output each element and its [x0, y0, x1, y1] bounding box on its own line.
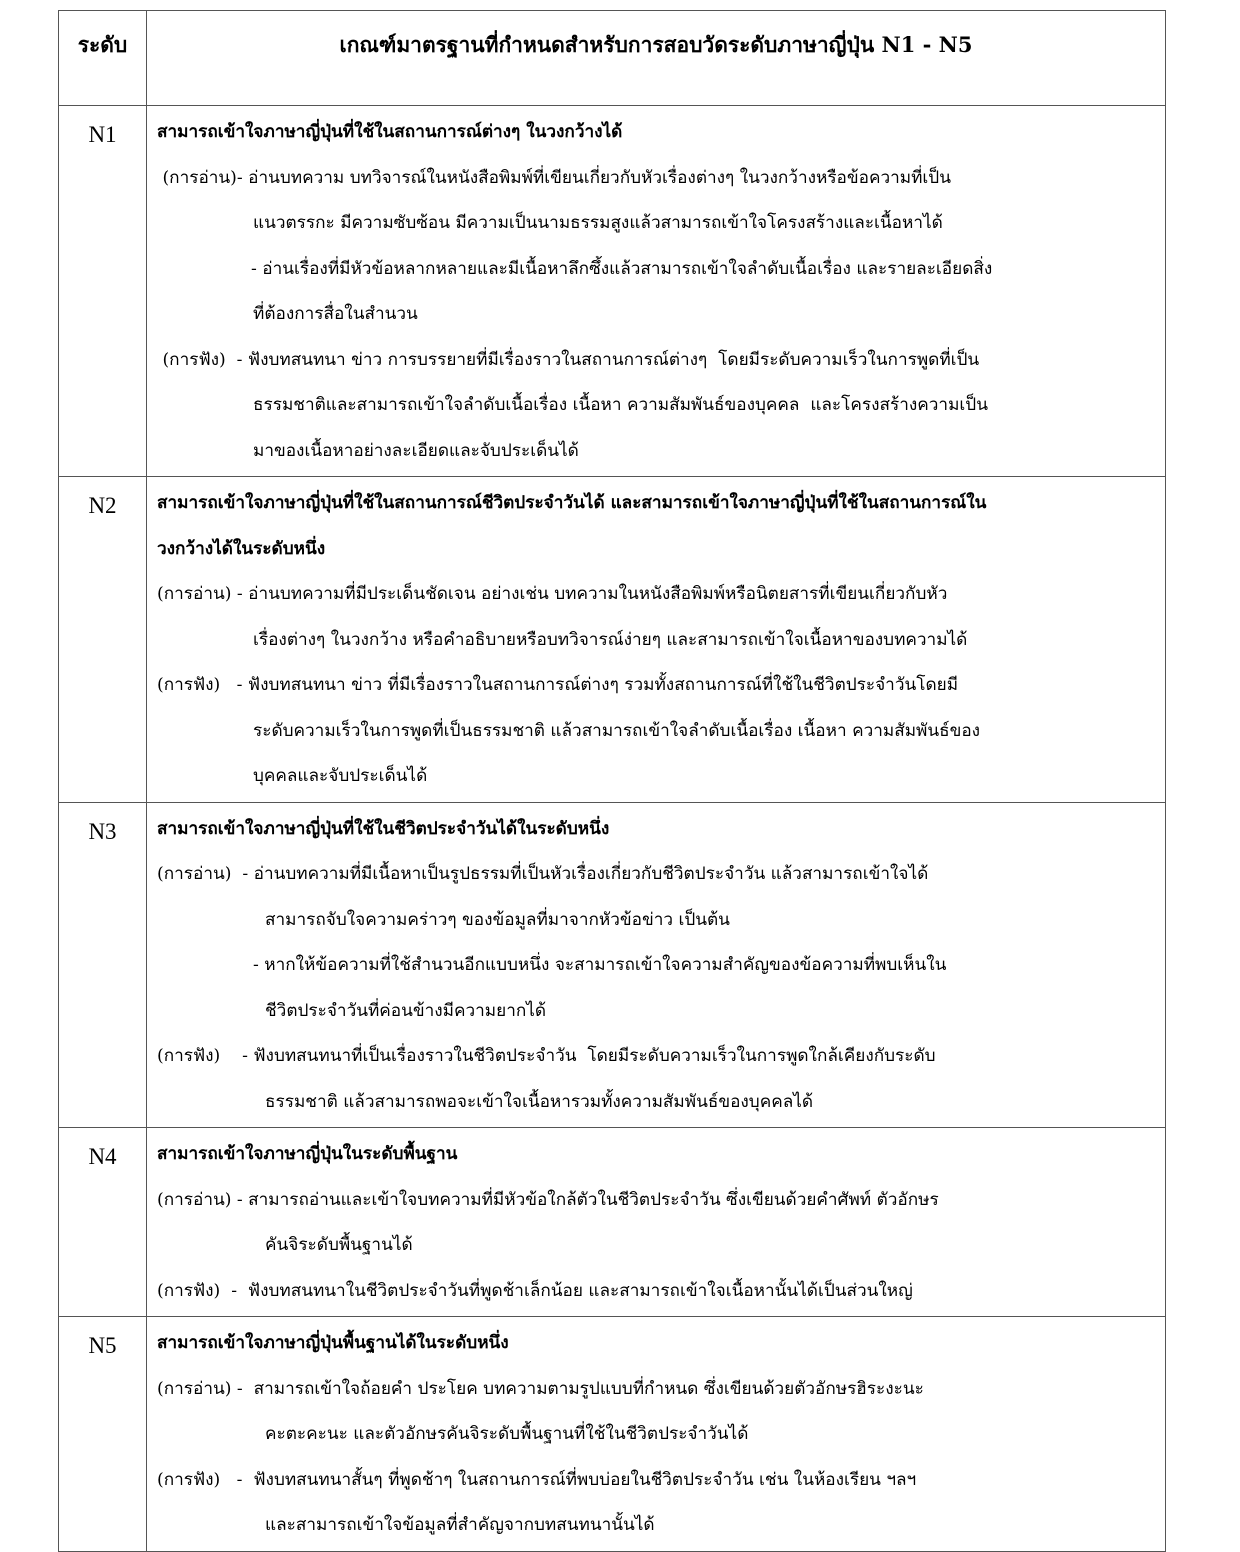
- level-summary: วงกว้างได้ในระดับหนึ่ง: [157, 538, 326, 559]
- level-label: N4: [59, 1128, 147, 1317]
- level-summary: สามารถเข้าใจภาษาญี่ปุ่นพื้นฐานได้ในระดับหนึ่ง: [157, 1333, 509, 1353]
- jlpt-criteria-table: [58, 10, 1166, 1552]
- header-row: [59, 11, 1166, 106]
- level-row-n5: [59, 1317, 1166, 1552]
- level-row-n1: [59, 106, 1166, 477]
- level-label: N5: [59, 1317, 147, 1552]
- criteria-line-continuation: เรื่องต่างๆ ในวงกว้าง หรือคำอธิบายหรือบทวิจารณ์ง่ายๆ และสามารถเข้าใจเนื้อหาของบทความได้: [253, 629, 968, 650]
- table-body: [59, 106, 1166, 1552]
- criteria-line-continuation: - หากให้ข้อความที่ใช้สำนวนอีกแบบหนึ่ง จะสามารถเข้าใจความสำคัญของข้อความที่พบเห็นใน: [253, 955, 947, 975]
- criteria-cell: [147, 477, 1166, 803]
- criteria-line-continuation: คะตะคะนะ และตัวอักษรคันจิระดับพื้นฐานที่ใช้ในชีวิตประจำวันได้: [265, 1424, 749, 1444]
- criteria-line-continuation: แนวตรรกะ มีความซับซ้อน มีความเป็นนามธรรมสูงแล้วสามารถเข้าใจโครงสร้างและเนื้อหาได้: [253, 213, 943, 233]
- criteria-line-continuation: - อ่านเรื่องที่มีหัวข้อหลากหลายและมีเนื้อหาลึกซึ้งแล้วสามารถเข้าใจลำดับเนื้อเรื่อง และรายละเอียดสิ่ง: [251, 258, 993, 279]
- level-row-n2: [59, 477, 1166, 803]
- criteria-line-skill: (การอ่าน) - อ่านบทความที่มีประเด็นชัดเจน อย่างเช่น บทความในหนังสือพิมพ์หรือนิตยสารที่เขียนเกี่ยวกับหัว: [157, 584, 948, 604]
- criteria-line-continuation: และสามารถเข้าใจข้อมูลที่สำคัญจากบทสนทนานั้นได้: [265, 1515, 655, 1535]
- header-criteria: เกณฑ์มาตรฐานที่กำหนดสำหรับการสอบวัดระดับภาษาญี่ปุ่น N1 - N5: [147, 11, 1166, 106]
- criteria-line-skill: (การฟัง) - ฟังบทสนทนาในชีวิตประจำวันที่พูดช้าเล็กน้อย และสามารถเข้าใจเนื้อหานั้นได้เป็นส่วนใหญ่: [157, 1280, 913, 1301]
- criteria-line-skill: (การฟัง) - ฟังบทสนทนา ข่าว ที่มีเรื่องราวในสถานการณ์ต่างๆ รวมทั้งสถานการณ์ที่ใช้ในชีวิตประจำวันโดยมี: [157, 675, 959, 695]
- level-label: N3: [59, 802, 147, 1128]
- criteria-line-skill: (การฟัง) - ฟังบทสนทนาสั้นๆ ที่พูดช้าๆ ในสถานการณ์ที่พบบ่อยในชีวิตประจำวัน เช่น ในห้องเรียน ฯลฯ: [157, 1469, 917, 1490]
- criteria-line-skill: (การอ่าน) - สามารถอ่านและเข้าใจบทความที่มีหัวข้อใกล้ตัวในชีวิตประจำวัน ซึ่งเขียนด้วยคำศัพท์ ตัวอักษร: [157, 1189, 939, 1210]
- criteria-line-continuation: บุคคลและจับประเด็นได้: [253, 766, 428, 786]
- criteria-line-skill: (การฟัง) - ฟังบทสนทนา ข่าว การบรรยายที่มีเรื่องราวในสถานการณ์ต่างๆ โดยมีระดับความเร็วในการพูดที่เป็น: [157, 349, 980, 370]
- criteria-line-skill: (การฟัง) - ฟังบทสนทนาที่เป็นเรื่องราวในชีวิตประจำวัน โดยมีระดับความเร็วในการพูดใกล้เคียงกับระดับ: [157, 1046, 936, 1066]
- criteria-cell: [147, 1128, 1166, 1317]
- level-summary: สามารถเข้าใจภาษาญี่ปุ่นที่ใช้ในสถานการณ์ต่างๆ ในวงกว้างได้: [157, 122, 623, 142]
- level-label: N2: [59, 477, 147, 803]
- criteria-cell: [147, 106, 1166, 477]
- criteria-line-skill: (การอ่าน) - สามารถเข้าใจถ้อยคำ ประโยค บทความตามรูปแบบที่กำหนด ซึ่งเขียนด้วยตัวอักษรฮิระงะนะ: [157, 1378, 924, 1399]
- criteria-line-continuation: มาของเนื้อหาอย่างละเอียดและจับประเด็นได้: [253, 440, 579, 461]
- criteria-line-continuation: คันจิระดับพื้นฐานได้: [265, 1235, 413, 1255]
- criteria-line-continuation: ชีวิตประจำวันที่ค่อนข้างมีความยากได้: [265, 1000, 547, 1021]
- level-summary: สามารถเข้าใจภาษาญี่ปุ่นในระดับพื้นฐาน: [157, 1144, 458, 1164]
- criteria-line-skill: (การอ่าน)- อ่านบทความ บทวิจารณ์ในหนังสือพิมพ์ที่เขียนเกี่ยวกับหัวเรื่องต่างๆ ในวงกว้างหรือข้อความที่เป็น: [157, 167, 951, 188]
- criteria-cell: [147, 802, 1166, 1128]
- criteria-line-continuation: ธรรมชาติและสามารถเข้าใจลำดับเนื้อเรื่อง เนื้อหา ความสัมพันธ์ของบุคคล และโครงสร้างความเป็น: [253, 395, 988, 415]
- header-level: ระดับ: [59, 11, 147, 106]
- level-label: N1: [59, 106, 147, 477]
- level-row-n3: [59, 802, 1166, 1128]
- level-summary: สามารถเข้าใจภาษาญี่ปุ่นที่ใช้ในสถานการณ์ชีวิตประจำวันได้ และสามารถเข้าใจภาษาญี่ปุ่นที่ใช้ในสถานการณ์ใน: [157, 493, 987, 513]
- criteria-line-skill: (การอ่าน) - อ่านบทความที่มีเนื้อหาเป็นรูปธรรมที่เป็นหัวเรื่องเกี่ยวกับชีวิตประจำวัน แล้วสามารถเข้าใจได้: [157, 864, 929, 884]
- criteria-line-continuation: ระดับความเร็วในการพูดที่เป็นธรรมชาติ แล้วสามารถเข้าใจลำดับเนื้อเรื่อง เนื้อหา ความสัมพันธ์ของ: [253, 720, 981, 741]
- criteria-line-continuation: ที่ต้องการสื่อในสำนวน: [253, 304, 418, 324]
- level-row-n4: [59, 1128, 1166, 1317]
- criteria-line-continuation: ธรรมชาติ แล้วสามารถพอจะเข้าใจเนื้อหารวมทั้งความสัมพันธ์ของบุคคลได้: [265, 1091, 814, 1112]
- level-summary: สามารถเข้าใจภาษาญี่ปุ่นที่ใช้ในชีวิตประจำวันได้ในระดับหนึ่ง: [157, 818, 610, 839]
- criteria-cell: [147, 1317, 1166, 1552]
- criteria-line-continuation: สามารถจับใจความคร่าวๆ ของข้อมูลที่มาจากหัวข้อข่าว เป็นต้น: [265, 909, 730, 930]
